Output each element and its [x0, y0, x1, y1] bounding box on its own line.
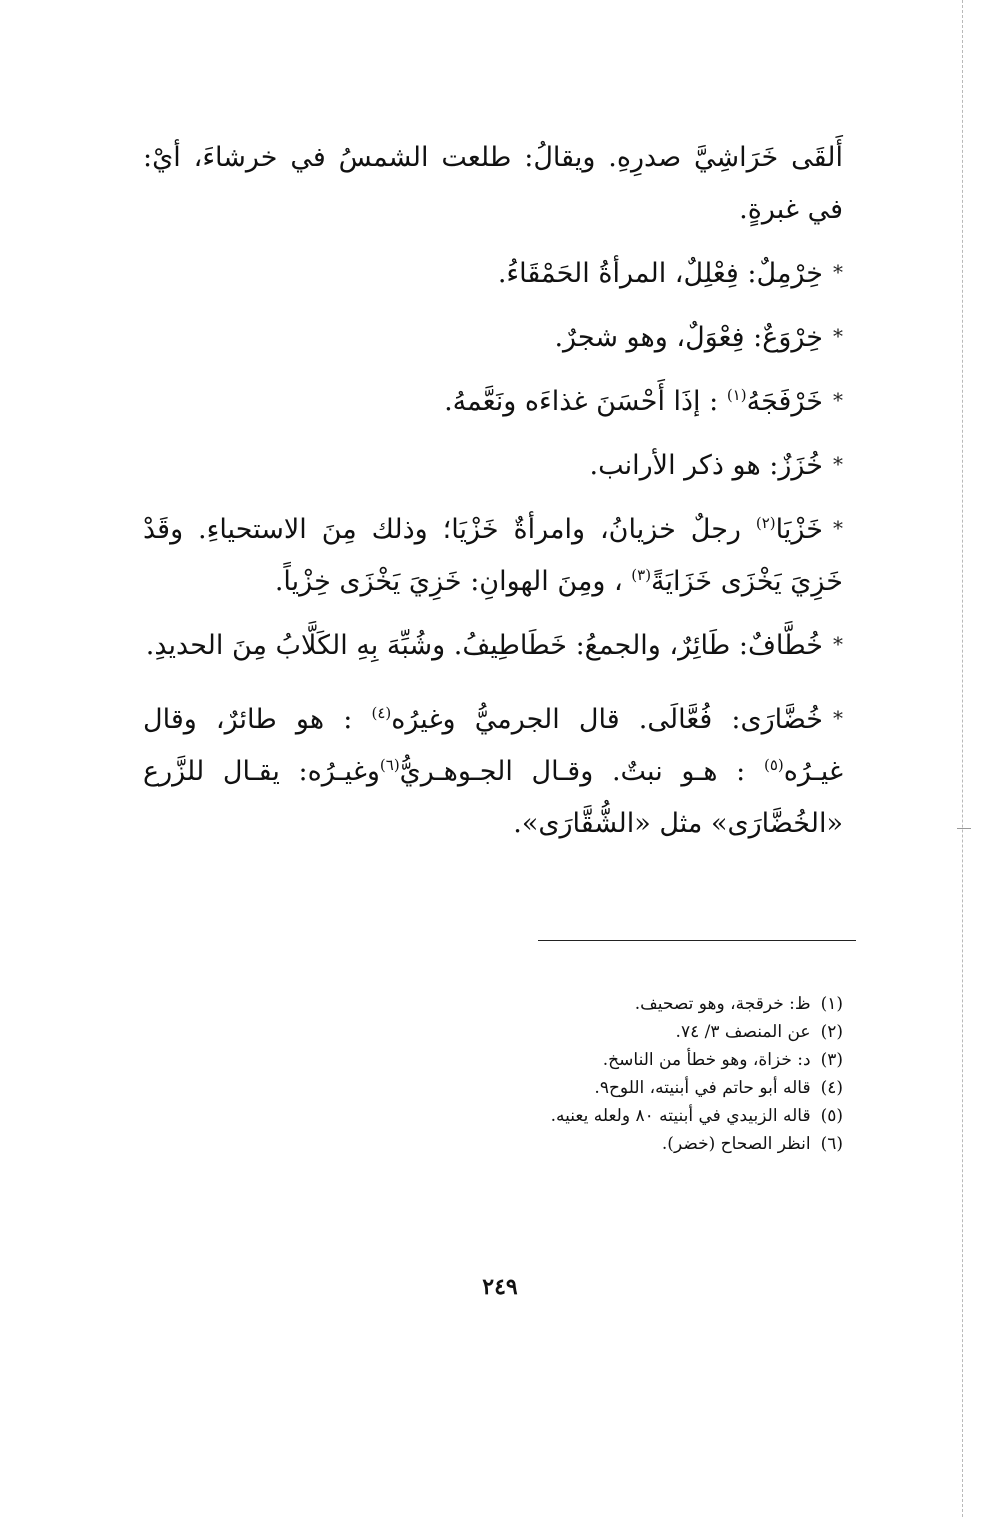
footnote-text: انظر الصحاح (خضر). [661, 1134, 811, 1154]
entry-text: : هـو نبتٌ. وقـال الجـوهـريُّ [399, 756, 764, 787]
footnote-text: قاله أبو حاتم في أبنيته، اللوح٩. [594, 1078, 811, 1098]
footnote-separator [538, 940, 856, 941]
page-number: ٢٤٩ [482, 1274, 518, 1300]
page-edge-line [960, 0, 963, 1517]
footnote-marker: (١) [726, 386, 747, 404]
footnote-marker: (٤) [371, 704, 392, 722]
footnote-text: ظ: خرقجة، وهو تصحيف. [634, 994, 811, 1014]
entry-khirmil [143, 246, 843, 300]
footnote-marker: (٢) [755, 514, 776, 532]
entry-star-icon: * [833, 632, 843, 656]
entry-khuzaz [143, 438, 843, 492]
footnote-number: (١) [820, 994, 843, 1014]
entry-star-icon: * [833, 324, 843, 348]
footnote-item [423, 1130, 843, 1158]
entry-khuttaf [143, 618, 843, 672]
footnote-text: د: خزاة، وهو خطأ من الناسخ. [602, 1050, 811, 1070]
entry-text: : هو طائرٌ، وقال غيـرُه [143, 704, 843, 787]
footnote-item [423, 990, 843, 1018]
footnote-number: (٤) [820, 1078, 843, 1098]
paragraph-text: أَلقَى خَرَاشِيَّ صدرِهِ. ويقالُ: طلعت الشمسُ في خرشاءَ، أيْ: في غبرةٍ. [143, 142, 843, 225]
footnote-number: (٥) [820, 1106, 843, 1126]
footnote-text: قاله الزبيدي في أبنيته ٨٠ ولعله يعنيه. [550, 1106, 811, 1126]
footnote-item [423, 1046, 843, 1074]
entry-khirwa [143, 310, 843, 364]
footnote-text: عن المنصف ٣/ ٧٤. [675, 1022, 811, 1042]
footnote-number: (٦) [820, 1134, 843, 1154]
entry-text: خِرْمِلٌ: فِعْلِلٌ، المرأةُ الحَمْقَاءُ. [497, 258, 823, 289]
entry-star-icon: * [833, 516, 843, 540]
entry-text: خِرْوَعٌ: فِعْوَلٌ، وهو شجرٌ. [554, 322, 823, 353]
footnote-item [423, 1074, 843, 1102]
footnotes [423, 990, 843, 1158]
entry-text: : إذَا أَحْسَنَ غذاءَه ونَعَّمهُ. [444, 386, 727, 417]
footnote-marker: (٥) [763, 756, 784, 774]
paragraph-continuation [143, 132, 843, 236]
entry-star-icon: * [833, 452, 843, 476]
entry-text: خَرْفَجَهُ [746, 386, 823, 417]
entry-text: رجلٌ خزيانُ، وامرأةٌ خَزْيَا؛ وذلك مِنَ الاستحياءِ. وقَدْ خَزِيَ يَخْزَى خَزَايَةً [143, 514, 843, 597]
footnote-item [423, 1018, 843, 1046]
footnote-item [423, 1102, 843, 1130]
entry-star-icon: * [833, 388, 843, 412]
entry-text: وغيـرُه: يقـال للزَّرع «الخُضَّارَى» مثل «الشُّقَّارَى». [143, 756, 843, 839]
entry-text: خُضَّارَى: فُعَّالَى. قال الجرميُّ وغيرُه [391, 704, 823, 735]
entry-text: خُطَّافٌ: طَائِرٌ، والجمعُ: خَطَاطِيفُ. وشُبِّهَ بِهِ الكَلَّابُ مِنَ الحديدِ. [145, 630, 823, 661]
entry-khudara [143, 692, 843, 850]
footnote-marker: (٣) [631, 566, 652, 584]
entry-star-icon: * [833, 706, 843, 730]
entry-text: خُزَزٌ: هو ذكر الأرانب. [589, 450, 823, 481]
margin-tick-mark [957, 828, 971, 829]
entry-kharfaja [143, 374, 843, 428]
footnote-marker: (٦) [379, 756, 400, 774]
entry-text: ، ومِنَ الهوانِ: خَزِيَ يَخْزَى خِزْياً. [274, 566, 632, 597]
main-text [143, 132, 843, 850]
footnote-number: (٢) [820, 1022, 843, 1042]
entry-star-icon: * [833, 260, 843, 284]
entry-khazya [143, 502, 843, 608]
entry-text: خَزْيَا [775, 514, 823, 545]
footnote-number: (٣) [820, 1050, 843, 1070]
